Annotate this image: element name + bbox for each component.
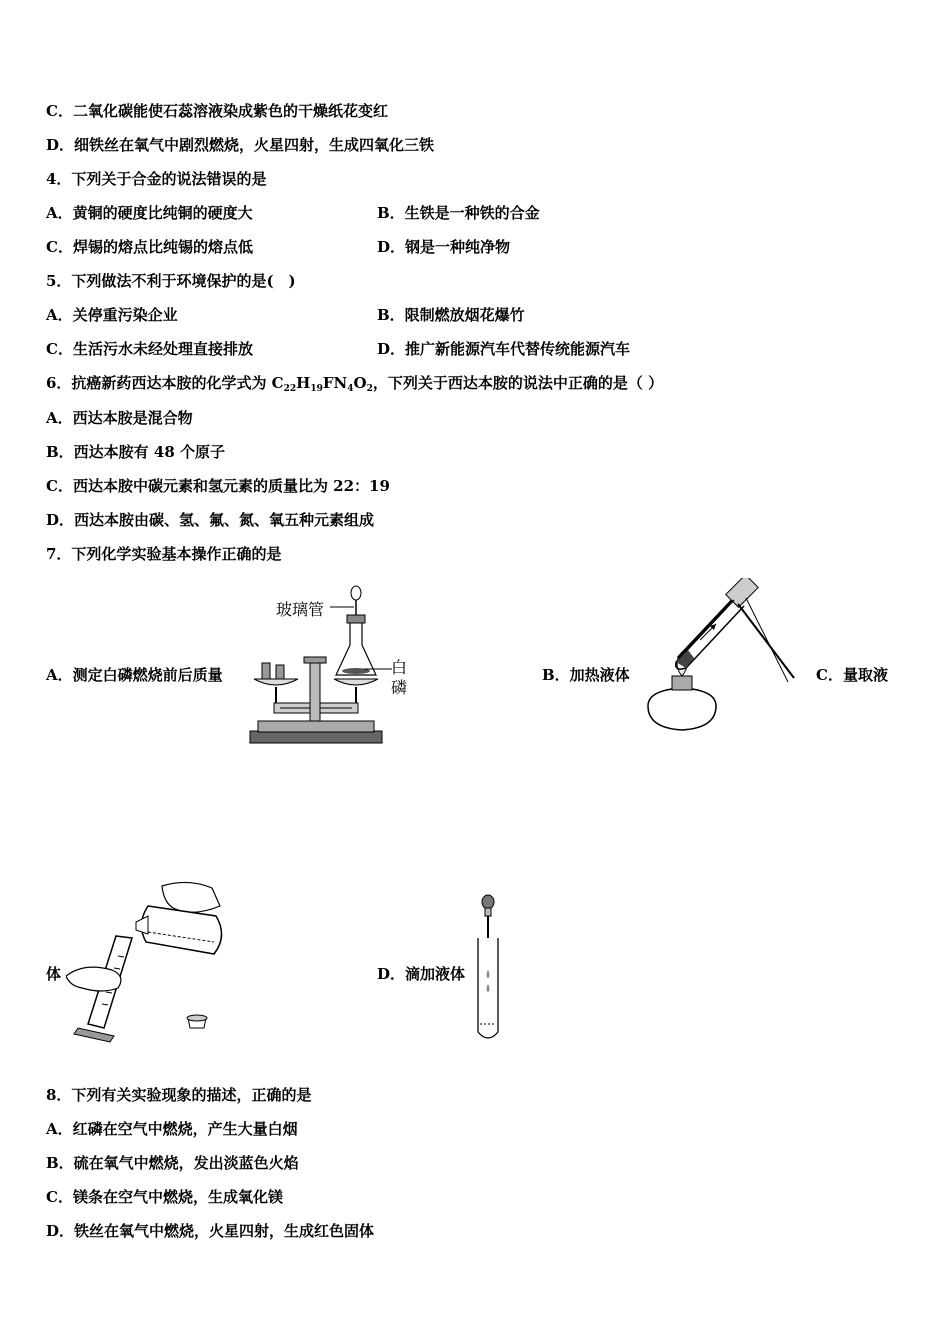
q6-formula-o-sub: 2 <box>366 384 373 394</box>
q7-option-c-part2: 体 <box>46 965 62 983</box>
q6-option-d: D．西达本胺由碳、氢、氟、氮、氧五种元素组成 <box>46 511 375 529</box>
q7-option-d: D．滴加液体 <box>377 965 466 983</box>
q7-option-c-part1: C．量取液 <box>816 666 888 684</box>
q6-stem <box>46 373 663 399</box>
q6-formula-h: H <box>296 374 311 392</box>
heating-drawing <box>638 578 798 742</box>
q7-option-a: A．测定白磷燃烧前后质量 <box>46 666 223 684</box>
q8-option-d: D．铁丝在氧气中燃烧，火星四射，生成红色固体 <box>46 1222 375 1240</box>
q8-option-c: C．镁条在空气中燃烧，生成氧化镁 <box>46 1188 283 1206</box>
figure-dropping-liquid <box>472 892 502 1044</box>
dropper-drawing <box>472 892 502 1044</box>
q7-option-b: B．加热液体 <box>542 666 630 684</box>
q3-option-c: C．二氧化碳能使石蕊溶液染成紫色的干燥纸花变红 <box>46 102 388 120</box>
q4-option-a: A．黄铜的硬度比纯铜的硬度大 <box>46 204 253 222</box>
q6-formula-fn: FN <box>322 374 348 392</box>
q4-option-b: B．生铁是一种铁的合金 <box>377 204 540 222</box>
measuring-drawing <box>66 876 228 1044</box>
q5-option-d: D．推广新能源汽车代替传统能源汽车 <box>377 340 631 358</box>
q6-option-c: C．西达本胺中碳元素和氢元素的质量比为 22：19 <box>46 477 390 495</box>
q6-formula-h-sub: 19 <box>310 384 323 394</box>
figure-measuring-liquid <box>66 876 228 1044</box>
q8-option-a: A．红磷在空气中燃烧，产生大量白烟 <box>46 1120 298 1138</box>
q7-stem: 7．下列化学实验基本操作正确的是 <box>46 545 282 563</box>
q6-formula-c-sub: 22 <box>283 384 297 394</box>
q4-option-c: C．焊锡的熔点比纯锡的熔点低 <box>46 238 253 256</box>
figure-balance-white-phosphorus <box>246 583 416 745</box>
q6-formula-o: O <box>353 374 367 392</box>
q5-option-a: A．关停重污染企业 <box>46 306 178 324</box>
q6-stem-suffix: ，下列关于西达本胺的说法中正确的是（ ） <box>372 374 664 392</box>
label-white-phosphorus-2: 磷 <box>391 678 408 697</box>
label-glass-tube: 玻璃管 <box>276 600 325 619</box>
label-white-phosphorus-1: 白 <box>391 658 408 677</box>
q6-stem-prefix: 6．抗癌新药西达本胺的化学式为 C <box>46 374 284 392</box>
q6-option-a: A．西达本胺是混合物 <box>46 409 193 427</box>
q3-option-d: D．细铁丝在氧气中剧烈燃烧，火星四射，生成四氧化三铁 <box>46 136 435 154</box>
figure-heating-liquid <box>638 578 798 742</box>
q5-option-c: C．生活污水未经处理直接排放 <box>46 340 253 358</box>
q4-stem: 4．下列关于合金的说法错误的是 <box>46 170 267 188</box>
q6-formula-n-sub: 4 <box>347 384 354 394</box>
q8-stem: 8．下列有关实验现象的描述，正确的是 <box>46 1086 312 1104</box>
q5-stem: 5．下列做法不利于环境保护的是( ) <box>46 272 296 290</box>
q6-option-b: B．西达本胺有 48 个原子 <box>46 443 225 461</box>
q8-option-b: B．硫在氧气中燃烧，发出淡蓝色火焰 <box>46 1154 299 1172</box>
q4-option-d: D．钢是一种纯净物 <box>377 238 511 256</box>
q5-option-b: B．限制燃放烟花爆竹 <box>377 306 525 324</box>
